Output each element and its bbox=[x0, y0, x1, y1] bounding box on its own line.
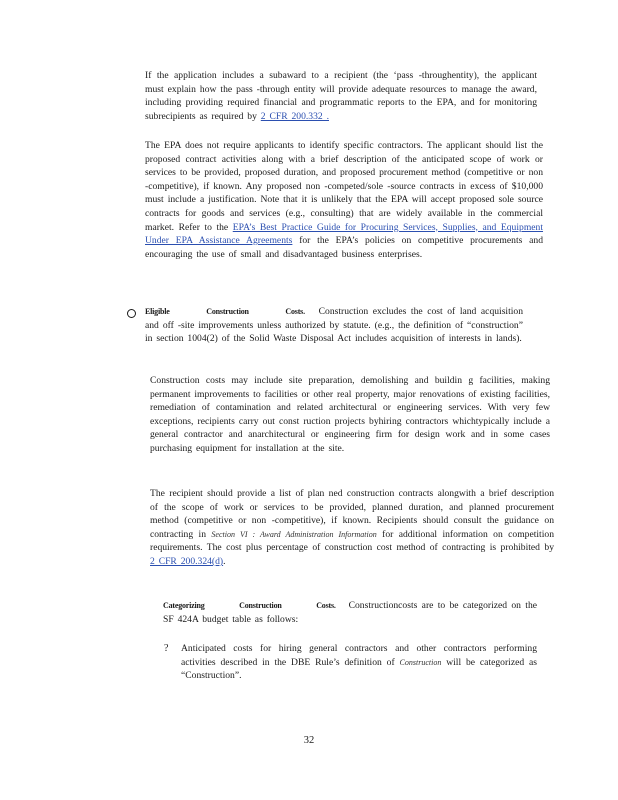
paragraph-text-mid: for additional information on competition requirements. The cost plus percentage of construction cost method of contracting is prohibited by bbox=[150, 528, 554, 554]
paragraph-subaward bbox=[145, 69, 537, 123]
paragraph-text: Anticipated costs for hiring general contractors and other contractors performing activities described in the DBE Rule’s definition of bbox=[181, 643, 537, 668]
paragraph-text: Construction costs may include site preparation, demolishing and buildin g facilities, making permanent improvements to facilities or other real property, major renovations of existing facilities, remediation of contamination and related architectural or engineering services. With very few exceptions, recipients carry out const ruction projects byhiring contractors whichtypically include a general contractor and anarchitectural or engineering firm for design work and in some cases purchasing equipment for installation at the site. bbox=[150, 375, 550, 454]
paragraph-text: Constructioncosts are to be categorized on the SF 424A budget table as follows: bbox=[163, 600, 538, 625]
page-number: 32 bbox=[303, 735, 315, 746]
cfr-200-332-link[interactable]: 2 CFR 200.332 . bbox=[260, 110, 329, 122]
bullet-circle-icon bbox=[127, 309, 136, 318]
section-heading-costs: Costs. bbox=[316, 601, 336, 610]
paragraph-construction-costs bbox=[150, 374, 550, 456]
construction-term: Construction bbox=[399, 657, 442, 667]
epa-best-practice-guide-link[interactable]: EPA’s Best Practice Guide for Procuring Services, Supplies, and Equipment Under EPA Assistance Agreements bbox=[145, 221, 544, 247]
paragraph-text: If the application includes a subaward to a recipient (the ‘pass -throughentity), the applicant must explain how the pass -through entity will provide adequate resources to manage the award, including providing required financial and programmatic reports to the EPA, and for monitoring subrecipients as required by bbox=[145, 70, 537, 122]
section-heading-construction: Construction bbox=[206, 307, 249, 316]
paragraph-construction-contracts bbox=[150, 487, 554, 569]
section-heading-costs: Costs. bbox=[285, 307, 305, 316]
paragraph-text-after: . bbox=[223, 555, 226, 567]
paragraph-categorizing bbox=[163, 599, 537, 626]
section-heading-construction: Construction bbox=[239, 601, 282, 610]
award-administration-reference: Section VI : Award Administration Information bbox=[211, 529, 377, 539]
list-marker: ? bbox=[164, 643, 169, 654]
paragraph-text: The EPA does not require applicants to identify specific contractors. The applicant should list the proposed contract activities along with a brief description of the anticipated scope of work or services to be provided, proposed duration, and proposed procurement method (competitive or non -competitive), if known. Any proposed non -competed/sole -source contracts in excess of $10,000 must include a justification. Note that it is unlikely that the EPA will accept proposed sole source contracts for goods and services (e.g., consulting) that are widely available in the commercial market. Refer to the bbox=[145, 140, 543, 233]
paragraph-text-after: for the EPA’s policies on competitive procurements and encouraging the use of small and disadvantaged business enterprises. bbox=[145, 235, 543, 260]
paragraph-eligible-construction bbox=[145, 305, 523, 346]
section-heading-categorizing: Categorizing bbox=[163, 601, 205, 610]
list-item-construction bbox=[181, 642, 537, 683]
paragraph-text: The recipient should provide a list of plan ned construction contracts alongwith a brief description of the scope of work or services to be provided, planned duration, and planned procurement method (competitive or non -competitive), if known. Recipients should consult the guidance on contracting in bbox=[150, 488, 554, 540]
paragraph-text: Construction excludes the cost of land acquisition and off -site improvements unless authorized by statute. (e.g., the definition of “construction” in section 1004(2) of the Solid Waste Disposal Act includes acquisition of interests in lands). bbox=[145, 306, 524, 345]
cfr-200-324-link[interactable]: 2 CFR 200.324(d) bbox=[150, 555, 224, 567]
section-heading-eligible: Eligible bbox=[145, 307, 170, 316]
paragraph-contractors bbox=[145, 139, 543, 261]
paragraph-text-after: will be categorized as “Construction”. bbox=[181, 656, 537, 682]
